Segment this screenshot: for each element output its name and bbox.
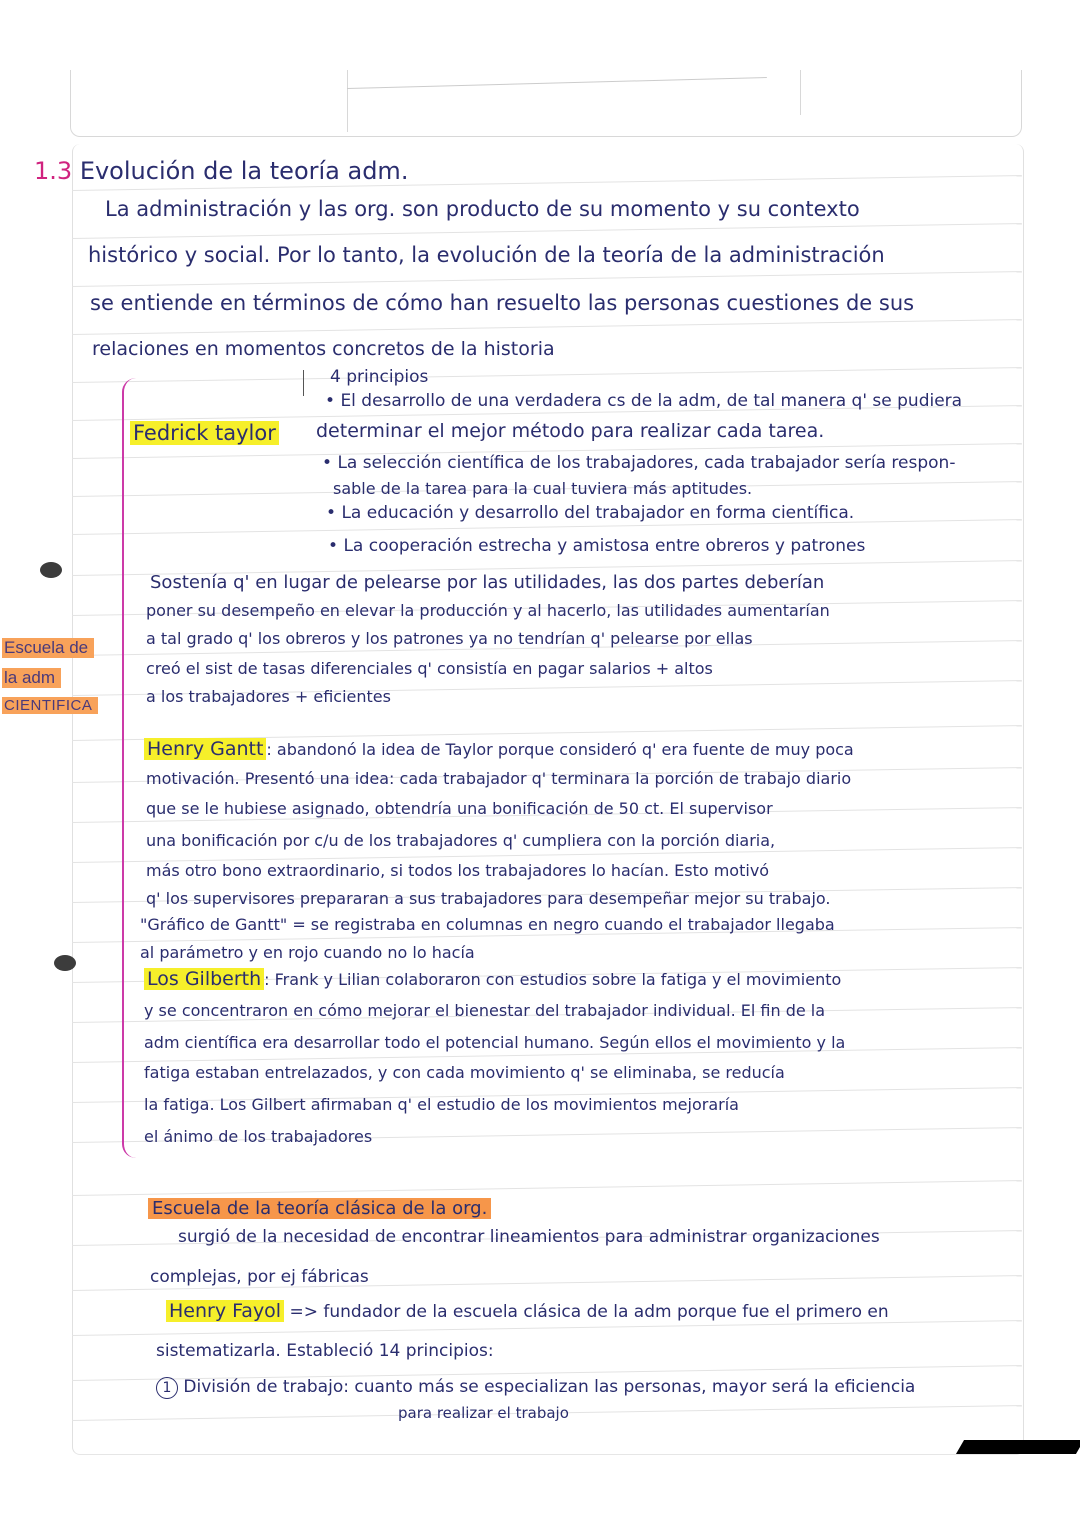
intro-line: relaciones en momentos concretos de la historia <box>92 338 555 360</box>
principle-item: • La selección científica de los trabajadores, cada trabajador sería respon- <box>322 452 955 474</box>
margin-tick <box>303 370 304 396</box>
gilbreth-line: el ánimo de los trabajadores <box>144 1127 373 1146</box>
circled-number: 1 <box>156 1377 178 1399</box>
principle-item: • La cooperación estrecha y amistosa entre obreros y patrones <box>328 535 865 557</box>
highlighted-name: Fedrick taylor <box>130 421 279 445</box>
gantt-line: al parámetro y en rojo cuando no lo hacía <box>140 943 475 962</box>
taylor-paragraph-line: Sostenía q' en lugar de pelearse por las utilidades, las dos partes deberían <box>150 572 825 593</box>
section-brace <box>122 378 138 1158</box>
intro-line: histórico y social. Por lo tanto, la evolución de la teoría de la administración <box>88 243 885 267</box>
classical-heading <box>148 1198 491 1220</box>
binder-hole <box>40 562 62 578</box>
gilbreth-line-first: Los Gilberth : Frank y Lilian colaboraron con estudios sobre la fatiga y el movimiento <box>144 968 841 991</box>
gantt-line: más otro bono extraordinario, si todos los trabajadores lo hacían. Esto motivó <box>146 861 770 880</box>
section-heading <box>34 157 409 185</box>
highlighted-name: Henry Fayol <box>166 1300 284 1322</box>
gilbreth-line: fatiga estaban entrelazados, y con cada movimiento q' se eliminaba, se reducía <box>144 1063 785 1082</box>
taylor-paragraph-line: a los trabajadores + eficientes <box>146 687 391 706</box>
principle-text-cont: para realizar el trabajo <box>398 1404 569 1422</box>
intro-line: se entiende en términos de cómo han resuelto las personas cuestiones de sus <box>90 291 915 315</box>
gantt-line: q' los supervisores prepararan a sus trabajadores para desempeñar mejor su trabajo. <box>146 889 831 908</box>
gilbreth-text: Frank y Lilian colaboraron con estudios sobre la fatiga y el movimiento <box>274 970 842 989</box>
principles-heading: 4 principios <box>330 367 429 387</box>
gilbreth-line: y se concentraron en cómo mejorar el bienestar del trabajador individual. El fin de la <box>144 1001 826 1020</box>
gilbreth-line: adm científica era desarrollar todo el potencial humano. Según ellos el movimiento y la <box>144 1033 846 1052</box>
principle-item: determinar el mejor método para realizar cada tarea. <box>316 420 825 442</box>
gantt-line: una bonificación por c/u de los trabajadores q' cumpliera con la porción diaria, <box>146 831 776 850</box>
side-label-line: CIENTIFICA <box>2 697 98 714</box>
highlighted-name: Los Gilberth <box>144 968 264 990</box>
highlighted-heading: Escuela de la teoría clásica de la org. <box>148 1198 491 1219</box>
classical-line: surgió de la necesidad de encontrar lineamientos para administrar organizaciones <box>178 1227 880 1247</box>
fayol-line-first <box>166 1300 889 1323</box>
sheet-divider <box>347 70 348 132</box>
principle-1 <box>156 1376 915 1399</box>
principle-text: cuanto más se especializan las personas, mayor será la eficiencia <box>354 1377 916 1397</box>
gantt-line: motivación. Presentó una idea: cada trabajador q' terminara la porción de trabajo diario <box>146 769 852 788</box>
fayol-line: sistematizarla. Estableció 14 principios: <box>156 1341 494 1361</box>
person-name-taylor <box>130 422 279 444</box>
principle-item: • La educación y desarrollo del trabajador en forma científica. <box>326 502 854 524</box>
gantt-line: que se le hubiese asignado, obtendría una bonificación de 50 ct. El supervisor <box>146 799 773 818</box>
side-label-line: la adm <box>2 668 61 688</box>
principle-item: sable de la tarea para la cual tuviera más aptitudes. <box>333 479 753 498</box>
highlighted-name: Henry Gantt <box>144 738 266 760</box>
classical-line: complejas, por ej fábricas <box>150 1267 369 1287</box>
section-number: 1.3 <box>34 157 73 185</box>
gilbreth-line: la fatiga. Los Gilbert afirmaban q' el estudio de los movimientos mejoraría <box>144 1095 739 1114</box>
principle-item: • El desarrollo de una verdadera cs de la adm, de tal manera q' se pudiera <box>325 390 962 412</box>
side-label-line: Escuela de <box>2 638 94 658</box>
binder-hole <box>54 955 76 971</box>
sheet-divider <box>800 70 801 115</box>
gantt-text: abandonó la idea de Taylor porque consideró q' era fuente de muy poca <box>276 740 854 759</box>
page-shadow <box>956 1440 1080 1454</box>
taylor-paragraph-line: poner su desempeño en elevar la producción y al hacerlo, las utilidades aumentarían <box>146 601 830 620</box>
intro-line: La administración y las org. son producto de su momento y su contexto <box>105 197 860 221</box>
taylor-paragraph-line: creó el sist de tasas diferenciales q' consistía en pagar salarios + altos <box>146 659 713 678</box>
principle-title: División de trabajo: <box>183 1377 349 1397</box>
gantt-line-first: Henry Gantt : abandonó la idea de Taylor porque consideró q' era fuente de muy poca <box>144 738 854 761</box>
gantt-line: "Gráfico de Gantt" = se registraba en columnas en negro cuando el trabajador llegaba <box>140 915 835 934</box>
taylor-paragraph-line: a tal grado q' los obreros y los patrones ya no tendrían q' pelearse por ellas <box>146 629 753 648</box>
previous-sheet <box>70 70 1022 137</box>
fayol-text: => fundador de la escuela clásica de la adm porque fue el primero en <box>289 1302 889 1322</box>
section-title: Evolución de la teoría adm. <box>79 157 409 185</box>
